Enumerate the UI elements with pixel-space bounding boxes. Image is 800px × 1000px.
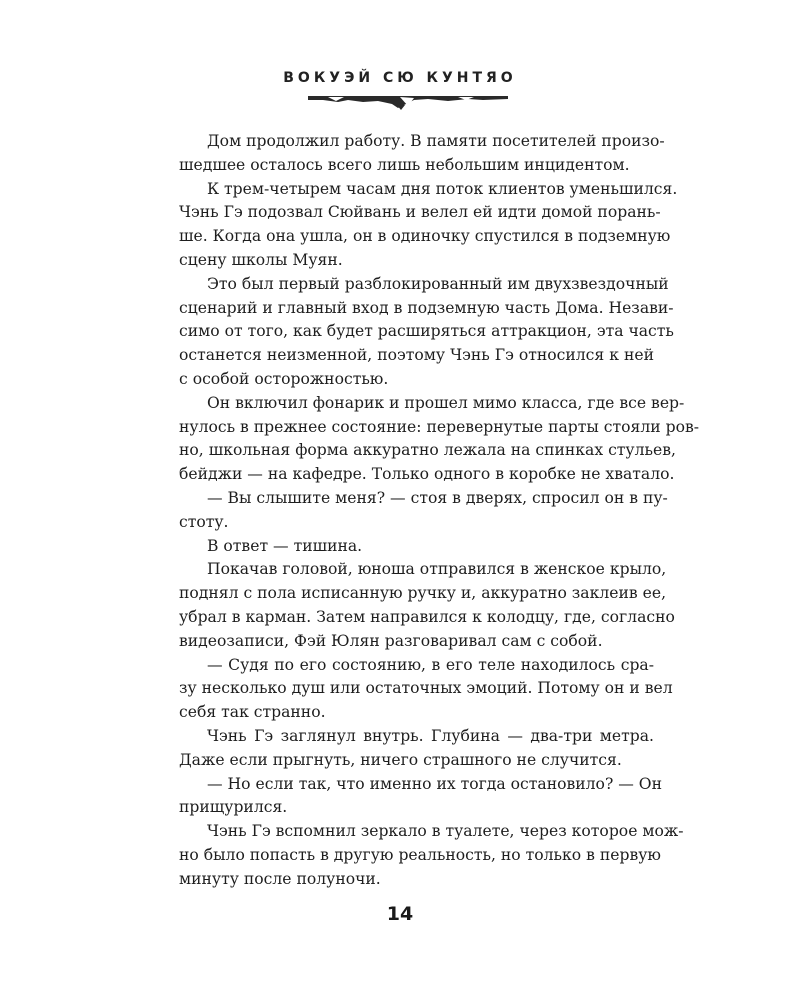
text-line: Чэнь Гэ вспомнил зеркало в туалете, через которое мож- (207, 822, 684, 841)
text-line: убрал в карман. Затем направился к колодцу, где, согласно (179, 607, 675, 626)
text-line: шедшее осталось всего лишь небольшим инцидентом. (179, 155, 630, 174)
text-line: поднял с пола исписанную ручку и, аккуратно заклеив ее, (179, 584, 667, 603)
text-line: Покачав головой, юноша отправился в женское крыло, (207, 560, 667, 579)
text-line: Дом продолжил работу. В памяти посетителей произо- (207, 132, 665, 150)
text-line: Чэнь Гэ подозвал Сюйвань и велел ей идти домой порань- (179, 203, 661, 222)
text-line: себя так странно. (179, 703, 326, 722)
text-line: минуту после полуночи. (179, 869, 381, 888)
header-ornament-icon (308, 94, 508, 112)
text-line: но было попасть в другую реальность, но только в первую (179, 845, 661, 864)
text-line: бейджи — на кафедре. Только одного в коробке не хватало. (179, 465, 675, 484)
text-line: — Судя по его состоянию, в его теле находилось сра- (207, 655, 654, 674)
text-line: — Но если так, что именно их тогда остановило? — Он (207, 774, 662, 793)
text-line: К трем-четырем часам дня поток клиентов уменьшился. (207, 179, 678, 198)
text-line: с особой осторожностью. (179, 369, 389, 388)
page-number: 14 (386, 903, 414, 925)
text-line: Он включил фонарик и прошел мимо класса, где все вер- (207, 393, 685, 412)
text-line: сценарий и главный вход в подземную часть Дома. Незави- (179, 298, 674, 317)
text-line: нулось в прежнее состояние: перевернутые парты стояли ров- (179, 417, 700, 436)
text-line: видеозаписи, Фэй Юлян разговаривал сам с собой. (179, 631, 603, 650)
text-line: зу несколько душ или остаточных эмоций. Потому он и вел (179, 679, 673, 698)
text-line: — Вы слышите меня? — стоя в дверях, спросил он в пу- (207, 488, 668, 507)
text-line: ше. Когда она ушла, он в одиночку спустился в подземную (179, 227, 671, 246)
text-line: Даже если прыгнуть, ничего страшного не случится. (179, 750, 622, 769)
text-line: Это был первый разблокированный им двухзвездочный (207, 274, 669, 293)
text-line: симо от того, как будет расширяться аттракцион, эта часть (179, 322, 674, 341)
running-header: ВОКУЭЙ СЮ КУНТЯО (283, 70, 517, 86)
text-line: сцену школы Муян. (179, 250, 343, 269)
text-line: прищурился. (179, 798, 288, 817)
text-line: Чэнь Гэ заглянул внутрь. Глубина — два-три метра. (207, 726, 654, 745)
text-line: но, школьная форма аккуратно лежала на спинках стульев, (179, 441, 676, 460)
text-line: останется неизменной, поэтому Чэнь Гэ относился к ней (179, 346, 654, 365)
body-text (179, 130, 700, 892)
text-line: стоту. (179, 512, 229, 531)
text-line: В ответ — тишина. (207, 536, 363, 555)
